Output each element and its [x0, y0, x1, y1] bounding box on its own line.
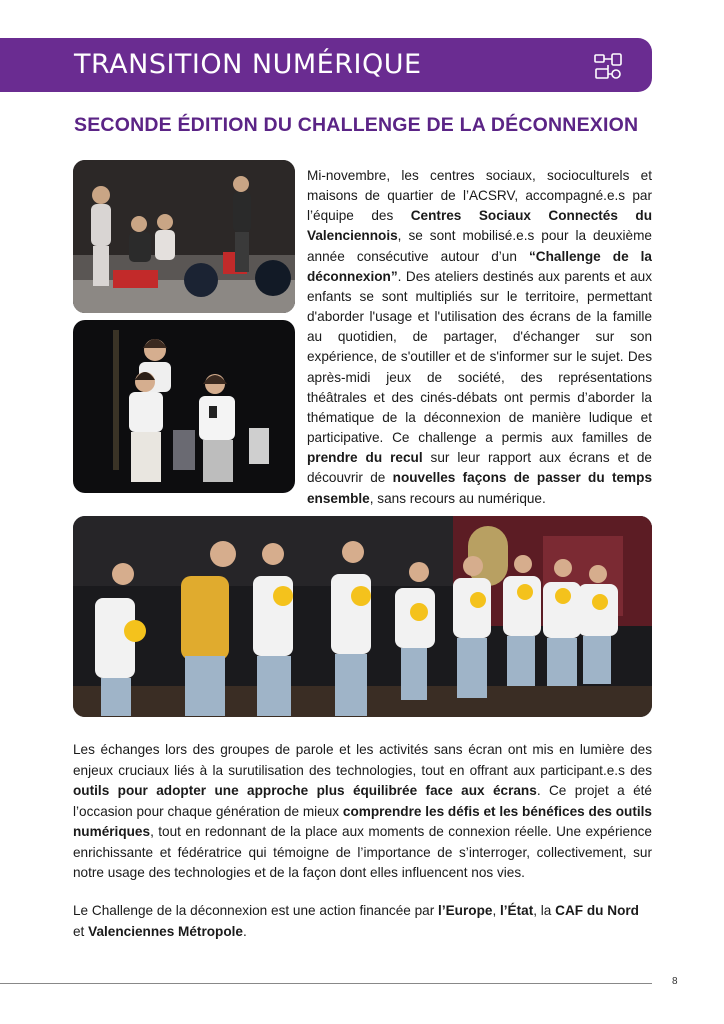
article-title: SECONDE ÉDITION DU CHALLENGE DE LA DÉCONNEXION — [74, 114, 639, 136]
devices-network-icon — [592, 51, 624, 83]
photo-group-on-stage — [73, 516, 652, 717]
photo-theatre-scene — [73, 160, 295, 313]
conclusion-paragraph: Les échanges lors des groupes de parole et les activités sans écran ont mis en lumière des enjeux cruciaux liés à la surutilisation des technologies, tout en offrant aux participant.e.s des outils pour adopter une approche plus équilibrée face aux écrans. Ce projet a été l’occasion pour chaque génération de mieux comprendre les défis et les bénéfices des outils numériques, tout en redonnant de la place aux moments de connexion réelle. Une expérience enrichissante et fédératrice qui témoigne de l’importance de s’interroger, collectivement, sur notre usage des technologies et de la façon dont elles influencent nos vies. — [73, 742, 652, 880]
photo-children-on-stage — [73, 320, 295, 493]
section-banner — [0, 38, 652, 92]
funding-paragraph: Le Challenge de la déconnexion est une action financée par l’Europe, l’État, la CAF du Nord et Valenciennes Métropole. — [73, 903, 639, 939]
footer-divider — [0, 983, 652, 984]
section-title: TRANSITION NUMÉRIQUE — [74, 49, 422, 80]
intro-paragraph: Mi-novembre, les centres sociaux, socioculturels et maisons de quartier de l’ACSRV, accompagné.e.s par l’équipe des Centres Sociaux Connectés du Valenciennois, se sont mobilisé.e.s pour la deuxième année consécutive autour d’un “Challenge de la déconnexion”. Des ateliers destinés aux parents et aux enfants se sont multipliés sur le territoire, permettant d'aborder l'usage et l'utilisation des écrans de la famille au quotidien, de partager, d'échanger sur son expérience, de s'outiller et de s'informer sur le sujet. Des après-midi jeux de société, des représentations théâtrales et des cinés-débats ont permis d’aborder la thématique de la déconnexion de manière ludique et participative. Ce challenge a permis aux familles de prendre du recul sur leur rapport aux écrans et de découvrir de nouvelles façons de passer du temps ensemble, sans recours au numérique. — [307, 168, 652, 506]
page-number: 8 — [672, 976, 678, 987]
